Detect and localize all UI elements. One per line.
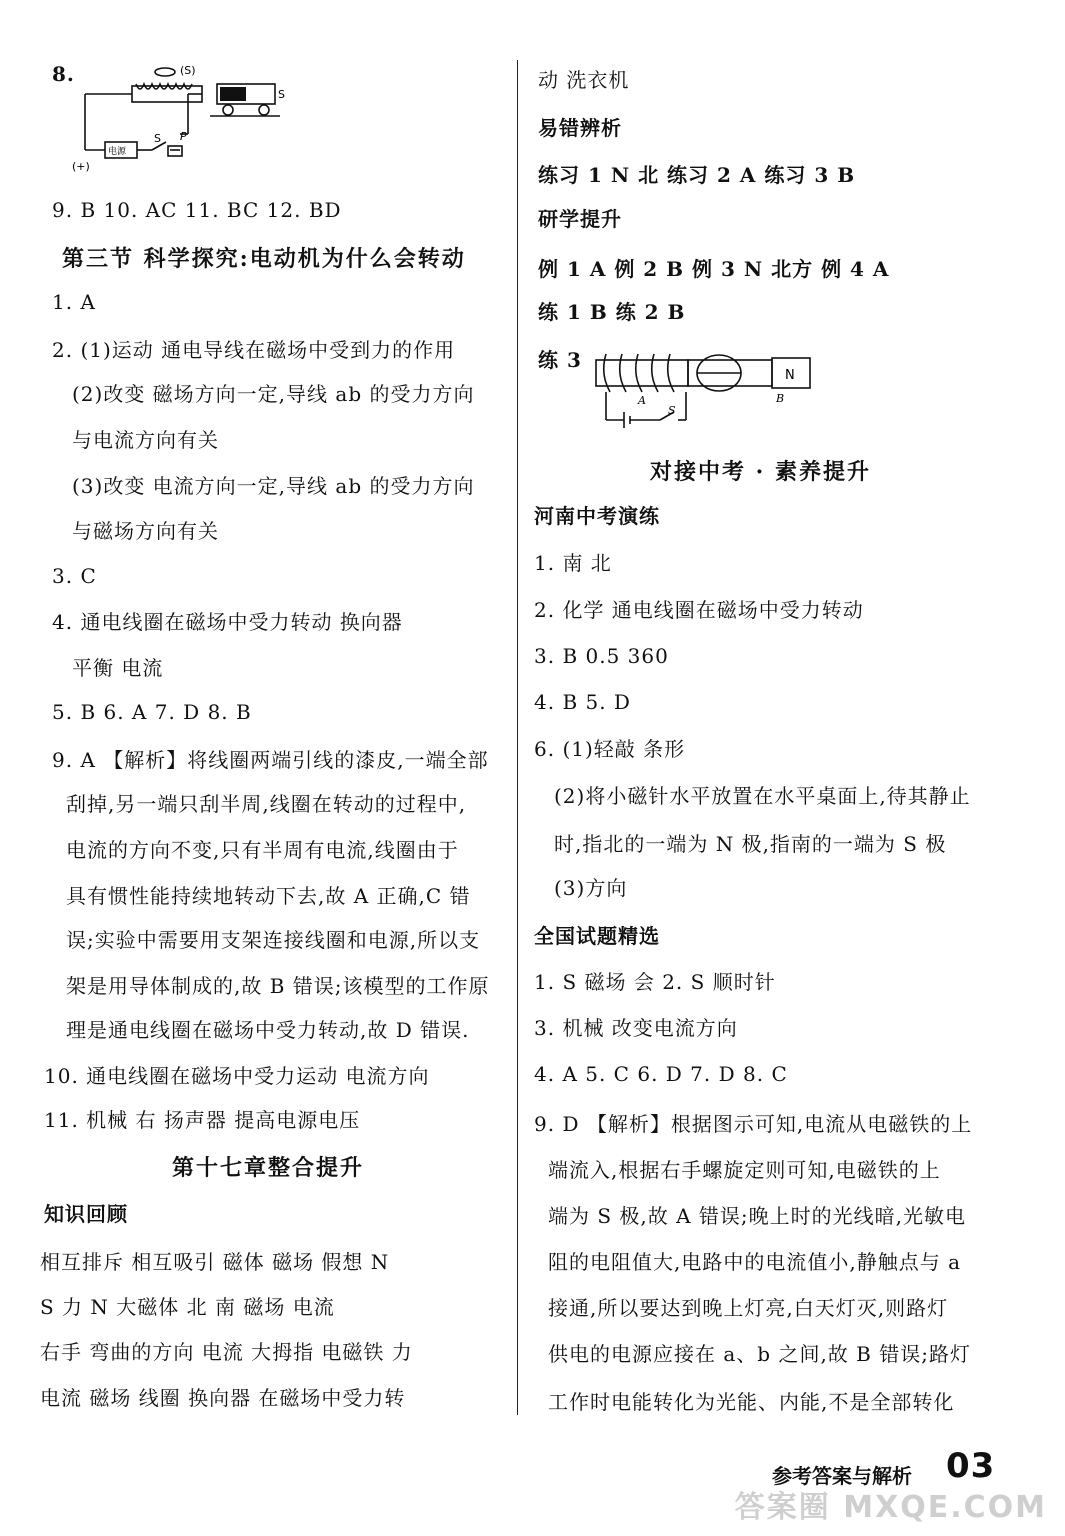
- s3-line: 3. C: [52, 564, 97, 588]
- study-heading: 研学提升: [538, 207, 622, 231]
- s3-line: 与磁场方向有关: [72, 519, 219, 543]
- fig3-s-label: S: [668, 404, 676, 417]
- section-3-title: 第三节 科学探究:电动机为什么会转动: [62, 246, 466, 272]
- compass-needle: [155, 68, 175, 76]
- fig8-switch-label: S: [154, 132, 161, 145]
- national-line: 3. 机械 改变电流方向: [534, 1016, 738, 1040]
- figure-solenoid-needle: [594, 348, 816, 430]
- column-divider: [517, 60, 518, 1415]
- fig3-b-label: B: [776, 392, 785, 405]
- chapter-title: 第十七章整合提升: [172, 1155, 365, 1181]
- error-analysis-heading: 易错辨析: [538, 116, 622, 140]
- page-number: 03: [946, 1446, 996, 1486]
- figure-electromagnet-circuit: [70, 62, 290, 177]
- study-practice: 练 1 B 练 2 B: [538, 300, 686, 324]
- s3-line: 具有惯性能持续地转动下去,故 A 正确,C 错: [66, 884, 471, 908]
- s3-line: 4. 通电线圈在磁场中受力转动 换向器: [52, 610, 403, 634]
- fig8-plus-label: (+): [72, 160, 90, 173]
- henan-line: (3)方向: [554, 876, 628, 900]
- continued-line: 动 洗衣机: [538, 68, 630, 92]
- s3-line: 5. B 6. A 7. D 8. B: [52, 700, 252, 724]
- national-line: 9. D 【解析】根据图示可知,电流从电磁铁的上: [534, 1112, 973, 1136]
- s3-line: (3)改变 电流方向一定,导线 ab 的受力方向: [72, 474, 475, 498]
- solenoid-body: [596, 360, 688, 386]
- review-line: 电流 磁场 线圈 换向器 在磁场中受力转: [40, 1386, 406, 1410]
- henan-line: 2. 化学 通电线圈在磁场中受力转动: [534, 598, 864, 622]
- fig8-top-label: (S): [180, 64, 196, 77]
- s3-line: 9. A 【解析】将线圈两端引线的漆皮,一端全部: [52, 748, 489, 772]
- review-line: 右手 弯曲的方向 电流 大拇指 电磁铁 力: [40, 1340, 413, 1364]
- review-heading: 知识回顾: [44, 1202, 128, 1226]
- national-line: 工作时电能转化为光能、内能,不是全部转化: [548, 1390, 955, 1414]
- review-line: S 力 N 大磁体 北 南 磁场 电流: [40, 1295, 335, 1319]
- s3-line: 平衡 电流: [72, 656, 164, 680]
- practice-3-label: 练 3: [538, 348, 582, 372]
- exam-section-title: 对接中考 · 素养提升: [650, 459, 871, 485]
- s3-line: 架是用导体制成的,故 B 错误;该模型的工作原: [66, 974, 490, 998]
- watermark: 答案圈 MXQE.COM: [734, 1490, 1047, 1525]
- fig8-right-label: S: [278, 88, 285, 101]
- study-examples: 例 1 A 例 2 B 例 3 N 北方 例 4 A: [538, 257, 890, 281]
- s3-line: 与电流方向有关: [72, 428, 219, 452]
- question-8-number: 8.: [52, 62, 75, 86]
- s3-line: 理是通电线圈在磁场中受力转动,故 D 错误.: [66, 1018, 470, 1042]
- error-analysis-answers: 练习 1 N 北 练习 2 A 练习 3 B: [538, 163, 856, 187]
- fig3-n-label: N: [785, 368, 795, 383]
- national-line: 供电的电源应接在 a、b 之间,故 B 错误;路灯: [548, 1342, 971, 1366]
- henan-line: 时,指北的一端为 N 极,指南的一端为 S 极: [554, 832, 947, 856]
- henan-heading: 河南中考演练: [534, 504, 660, 528]
- s3-line: 10. 通电线圈在磁场中受力运动 电流方向: [44, 1064, 430, 1088]
- henan-line: 4. B 5. D: [534, 690, 631, 714]
- fig8-power-label: 电源: [108, 147, 127, 157]
- fig8-pointer-label: P: [180, 130, 187, 143]
- s3-line: 1. A: [52, 290, 96, 314]
- s3-line: 11. 机械 右 扬声器 提高电源电压: [44, 1108, 361, 1132]
- s3-line: 2. (1)运动 通电导线在磁场中受到力的作用: [52, 338, 456, 362]
- henan-line: (2)将小磁针水平放置在水平桌面上,待其静止: [554, 784, 971, 808]
- answers-9-12: 9. B 10. AC 11. BC 12. BD: [52, 198, 342, 222]
- footer-label: 参考答案与解析: [772, 1464, 912, 1488]
- s3-line: 刮掉,另一端只刮半周,线圈在转动的过程中,: [66, 792, 467, 816]
- national-line: 阻的电阻值大,电路中的电流值小,静触点与 a: [548, 1250, 961, 1274]
- henan-line: 3. B 0.5 360: [534, 644, 669, 668]
- review-line: 相互排斥 相互吸引 磁体 磁场 假想 N: [40, 1250, 390, 1274]
- s3-line: 电流的方向不变,只有半周有电流,线圈由于: [66, 838, 459, 862]
- national-line: 端流入,根据右手螺旋定则可知,电磁铁的上: [548, 1158, 941, 1182]
- national-heading: 全国试题精选: [534, 924, 660, 948]
- henan-line: 1. 南 北: [534, 551, 612, 575]
- henan-line: 6. (1)轻敲 条形: [534, 737, 686, 761]
- national-line: 接通,所以要达到晚上灯亮,白天灯灭,则路灯: [548, 1296, 949, 1320]
- national-line: 1. S 磁场 会 2. S 顺时针: [534, 970, 776, 994]
- national-line: 4. A 5. C 6. D 7. D 8. C: [534, 1062, 788, 1086]
- s3-line: 误;实验中需要用支架连接线圈和电源,所以支: [66, 928, 481, 952]
- fig3-a-label: A: [638, 394, 646, 407]
- national-line: 端为 S 极,故 A 错误;晚上时的光线暗,光敏电: [548, 1204, 967, 1228]
- s3-line: (2)改变 磁场方向一定,导线 ab 的受力方向: [72, 382, 475, 406]
